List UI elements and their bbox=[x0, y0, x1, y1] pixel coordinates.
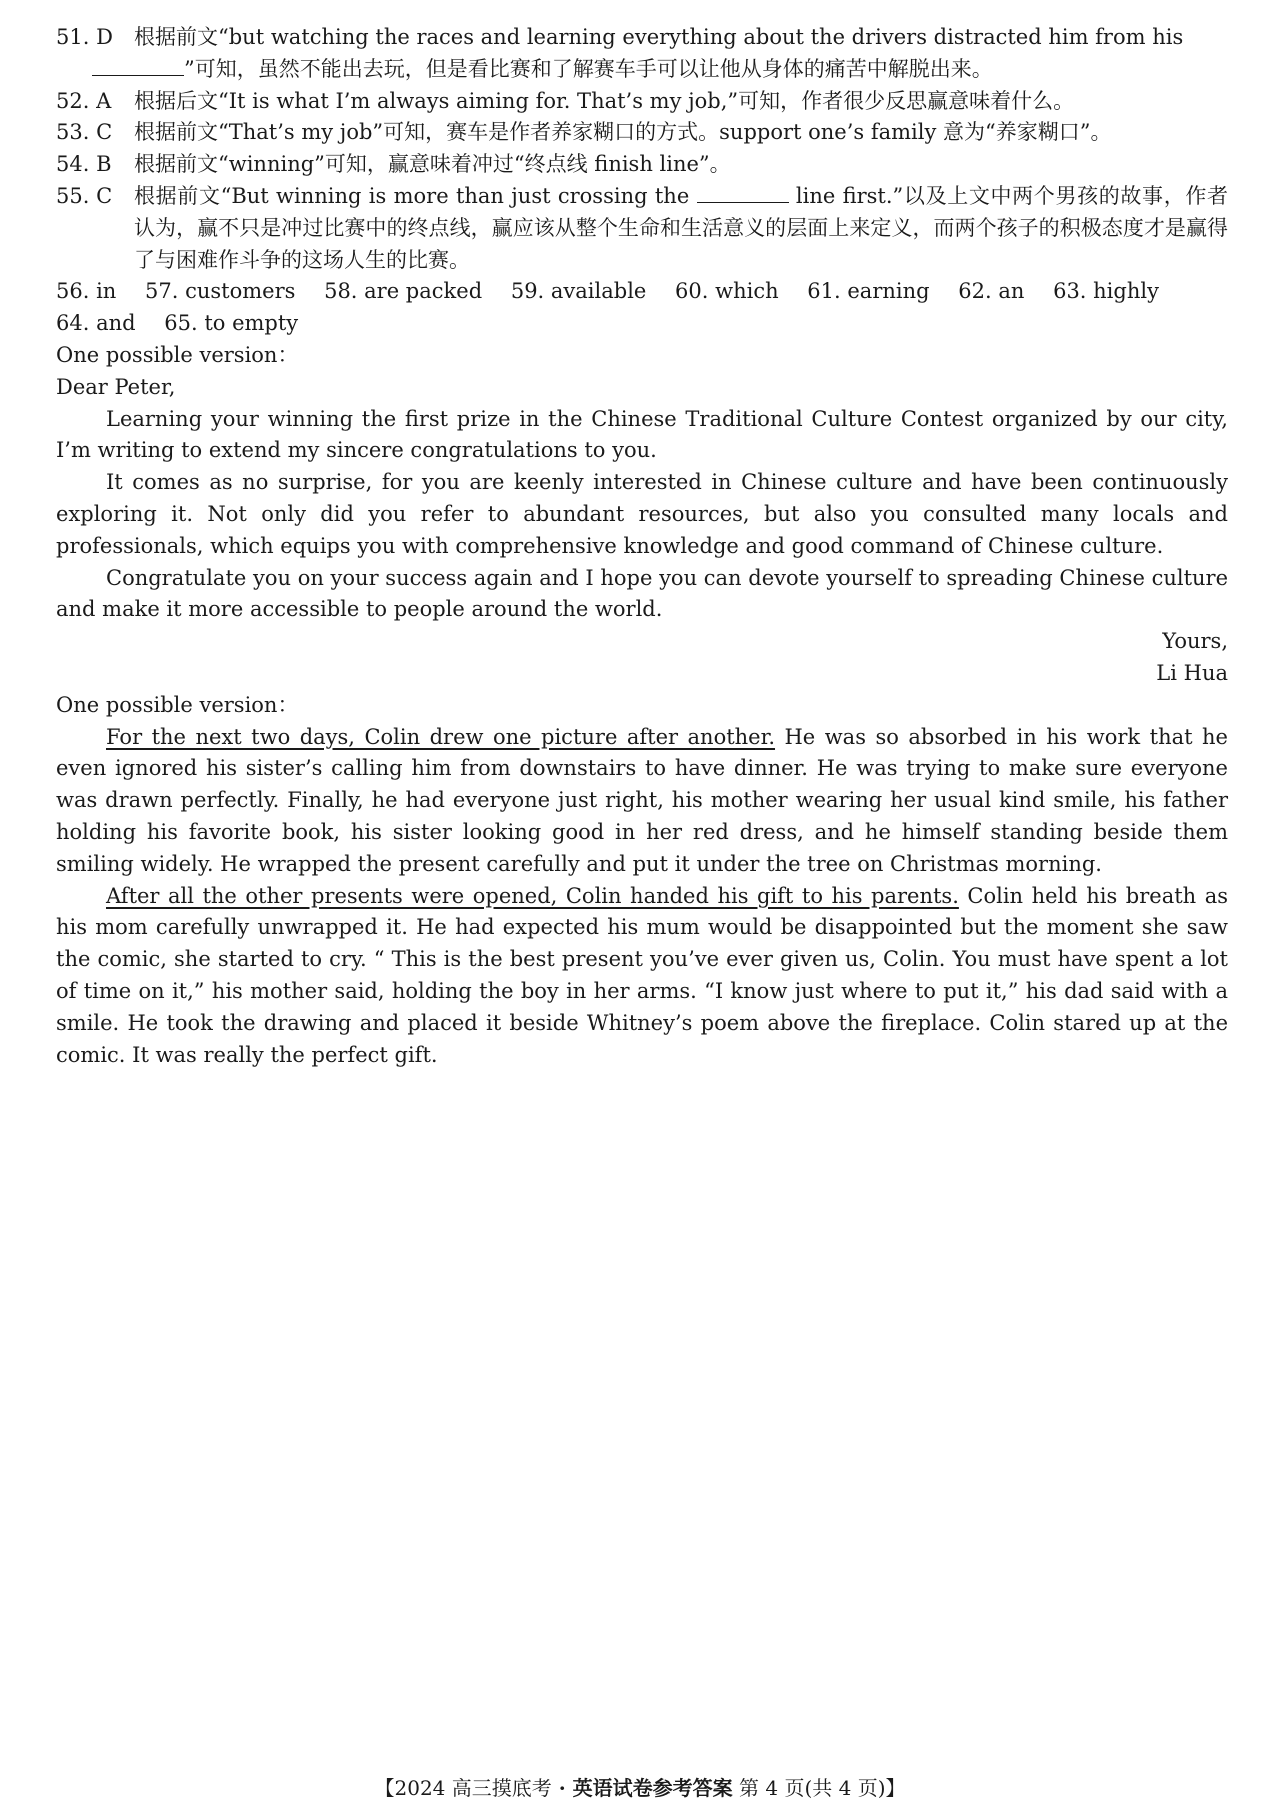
grammar-answer: 62. an bbox=[958, 279, 1025, 304]
grammar-answer: 63. highly bbox=[1053, 279, 1159, 304]
section-heading: One possible version： bbox=[56, 342, 299, 367]
exam-name: 2024 高三摸底考 bbox=[394, 1776, 552, 1800]
letter-sample bbox=[56, 340, 1228, 690]
answer-number: 55. C bbox=[56, 183, 113, 208]
page-footer: 【2024 高三摸底考 · 英语试卷参考答案 第 4 页(共 4 页)】 bbox=[374, 1776, 906, 1800]
fill-blank bbox=[92, 55, 184, 76]
answer-page bbox=[56, 22, 1228, 1071]
grammar-answer: 57. customers bbox=[145, 279, 296, 304]
letter-paragraph: It comes as no surprise, for you are keenly interested in Chinese culture and have been continuously exploring it. Not only did you refer to abundant resources, but also you consulted many locals and professionals, which equips you with comprehensive knowledge and good command of Chinese culture. bbox=[56, 470, 1228, 558]
letter-signature: Li Hua bbox=[1156, 660, 1228, 685]
grammar-answer: 64. and bbox=[56, 311, 136, 336]
grammar-answer: 65. to empty bbox=[164, 311, 299, 336]
answer-explanation: 根据前文“That’s my job”可知，赛车是作者养家糊口的方式。support one’s family 意为“养家糊口”。 bbox=[134, 120, 1112, 145]
section-heading: One possible version： bbox=[56, 692, 299, 717]
answer-number: 51. D bbox=[56, 25, 113, 49]
answer-51-continued: ”可知，虽然不能出去玩，但是看比赛和了解赛车手可以让他从身体的痛苦中解脱出来。 bbox=[56, 54, 1228, 86]
answer-number: 52. A bbox=[56, 88, 112, 113]
letter-salutation: Dear Peter, bbox=[56, 374, 176, 399]
letter-closing: Yours, bbox=[1162, 629, 1228, 654]
answer-51 bbox=[56, 22, 1228, 54]
grammar-answer: 60. which bbox=[675, 279, 779, 304]
grammar-answer: 56. in bbox=[56, 279, 117, 304]
answer-explanation: 根据前文“winning”可知，赢意味着冲过“终点线 finish line”。 bbox=[134, 152, 731, 177]
grammar-answer: 58. are packed bbox=[324, 279, 483, 304]
grammar-answers-row-2 bbox=[56, 308, 1228, 340]
continuation-story-sample bbox=[56, 690, 1228, 1072]
letter-paragraph: Congratulate you on your success again and I hope you can devote yourself to spreading Chinese culture and make it more accessible to people around the world. bbox=[56, 565, 1228, 622]
answer-52 bbox=[56, 86, 1228, 118]
answer-number: 54. B bbox=[56, 152, 112, 177]
answer-explanation: 根据前文“But winning is more than just crossing the line first.”以及上文中两个男孩的故事，作者认为，赢不只是冲过比赛中的终点线，赢应该从整个生命和生活意义的层面上来定义，而两个孩子的积极态度才是赢得了与困难作斗争的这场人生的比赛。 bbox=[134, 183, 1228, 272]
page-number: 第 4 页(共 4 页) bbox=[732, 1776, 886, 1800]
given-opening-sentence: For the next two days, Colin drew one picture after another. bbox=[106, 724, 776, 749]
grammar-answer: 61. earning bbox=[807, 279, 930, 304]
grammar-answers-row-1 bbox=[56, 276, 1228, 308]
grammar-answer: 59. available bbox=[510, 279, 647, 304]
given-opening-sentence: After all the other presents were opened, Colin handed his gift to his parents. bbox=[106, 883, 959, 908]
letter-paragraph: Learning your winning the first prize in the Chinese Traditional Culture Contest organized by our city, I’m writing to extend my sincere congratulations to you. bbox=[56, 406, 1228, 463]
answer-explanation: 根据前文“but watching the races and learning everything about the drivers distracted him from his bbox=[134, 25, 1184, 49]
story-paragraph: For the next two days, Colin drew one picture after another. He was so absorbed in his work that he even ignored his sister’s calling him from downstairs to have dinner. He was trying to make sure everyone was drawn perfectly. Finally, he had everyone just right, his mother wearing her usual kind smile, his father holding his favorite book, his sister looking good in her red dress, and he himself standing beside them smiling widely. He wrapped the present carefully and put it under the tree on Christmas morning. bbox=[56, 724, 1228, 876]
answer-number: 53. C bbox=[56, 120, 113, 145]
fill-blank bbox=[697, 182, 789, 203]
answer-55 bbox=[56, 181, 1228, 276]
answer-54 bbox=[56, 149, 1228, 181]
answer-53 bbox=[56, 117, 1228, 149]
story-paragraph: After all the other presents were opened, Colin handed his gift to his parents. Colin held his breath as his mom carefully unwrapped it. He had expected his mum would be disappointed but the moment she saw the comic, she started to cry. “ This is the best present you’ve ever given us, Colin. You must have spent a lot of time on it,” his mother said, holding the boy in her arms. “I know just where to put it,” his dad said with a smile. He took the drawing and placed it beside Whitney’s poem above the fireplace. Colin stared up at the comic. It was really the perfect gift. bbox=[56, 883, 1228, 1067]
answer-explanation: 根据后文“It is what I’m always aiming for. That’s my job,”可知，作者很少反思赢意味着什么。 bbox=[134, 88, 1075, 113]
document-subject: 英语试卷参考答案 bbox=[572, 1776, 733, 1800]
